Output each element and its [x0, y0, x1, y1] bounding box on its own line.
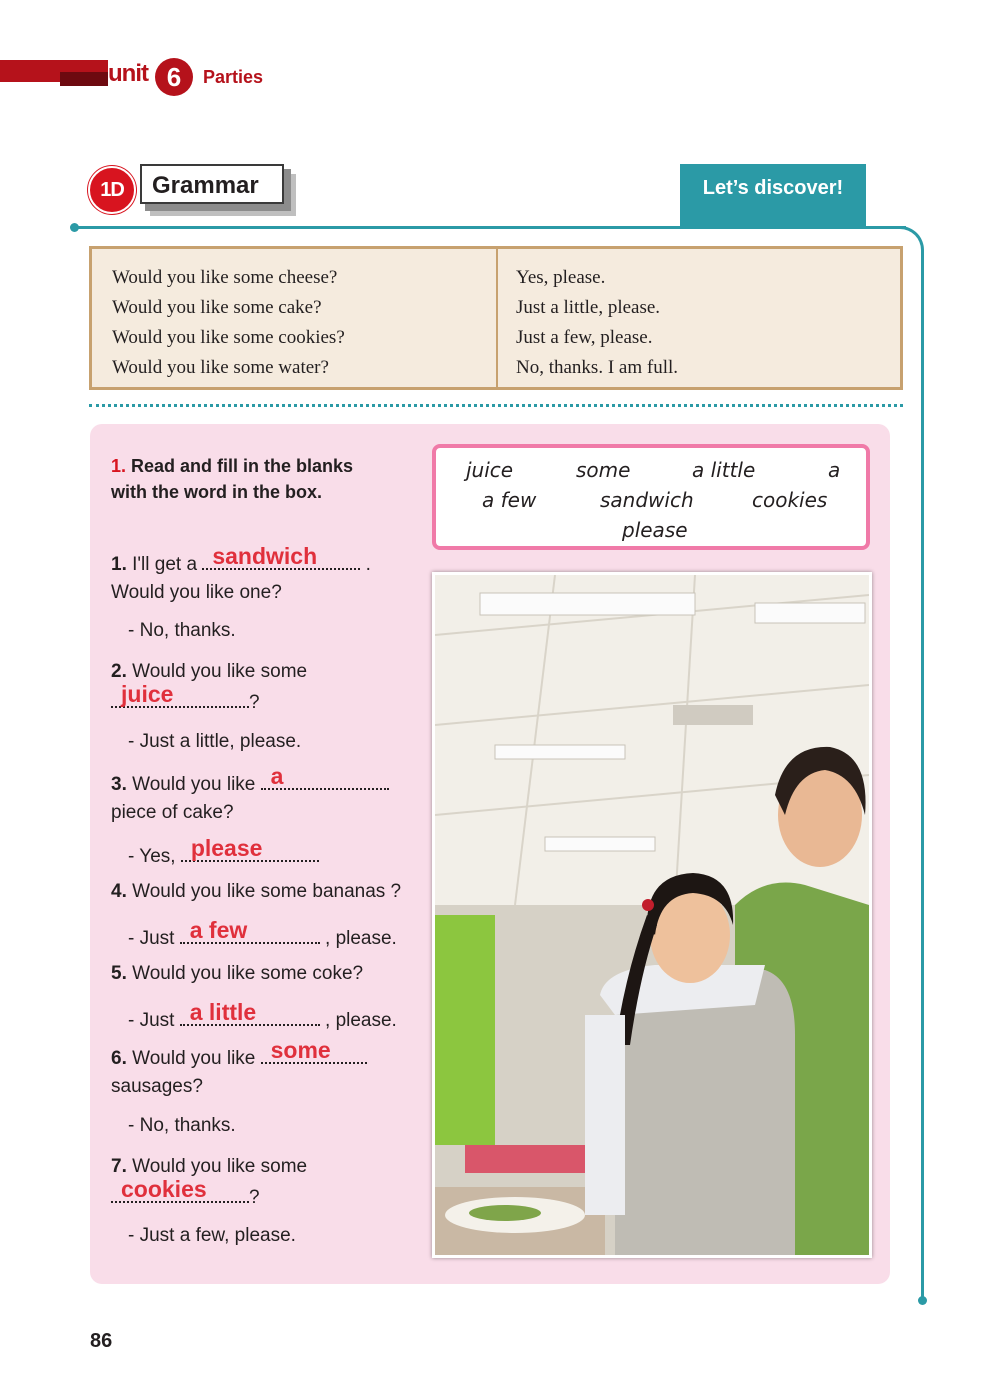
filled-answer: sandwich [212, 543, 318, 569]
item-number: 3. [111, 774, 127, 795]
unit-label: unit [108, 60, 148, 87]
answer-blank[interactable] [180, 917, 320, 944]
item-text: Would you like [132, 1048, 256, 1069]
response-text: - Yes, [128, 846, 176, 867]
grammar-answer: No, thanks. I am full. [516, 357, 679, 378]
item-response [128, 999, 397, 1032]
item-response [128, 917, 397, 950]
word-box-word: sandwich [600, 488, 694, 512]
header-bar-accent [60, 72, 108, 86]
question-column [112, 263, 345, 383]
exercise-item-6 [111, 1037, 367, 1101]
item-response: - No, thanks. [128, 1115, 236, 1136]
answer-blank[interactable] [111, 681, 249, 708]
answer-blank[interactable] [181, 835, 319, 862]
item-number: 5. [111, 963, 127, 984]
filled-answer: some [270, 1037, 331, 1063]
word-box-word: some [576, 458, 631, 482]
photo-illustration [435, 575, 869, 1255]
filled-answer: cookies [121, 1176, 207, 1202]
item-text: I'll get a [132, 554, 198, 575]
instruction-line1: Read and fill in the blanks [131, 456, 354, 476]
word-box-word: a [828, 458, 841, 482]
item-response [128, 835, 319, 868]
item-text: Would you like some [132, 1156, 308, 1177]
cafeteria-photo [432, 572, 872, 1258]
exercise-item-7 [111, 1153, 307, 1212]
item-text: Would you like some bananas ? [132, 881, 402, 902]
exercise-item-2 [111, 658, 307, 717]
filled-answer: a few [189, 917, 248, 943]
item-number: 6. [111, 1048, 127, 1069]
response-text: , please. [325, 928, 397, 949]
item-text: ? [249, 692, 260, 713]
word-box-word: a little [692, 458, 756, 482]
filled-answer: a little [189, 999, 257, 1025]
word-box [432, 444, 870, 550]
unit-number: 6 [155, 58, 193, 96]
answer-blank[interactable] [202, 543, 360, 570]
exercise-item-5 [111, 960, 363, 988]
response-text: - Just [128, 1010, 175, 1031]
grammar-question: Would you like some cookies? [112, 327, 345, 348]
teal-dot [70, 223, 79, 232]
item-text: Would you like [132, 774, 256, 795]
item-text: Would you like one? [111, 582, 282, 603]
grammar-answer: Just a little, please. [516, 297, 661, 318]
item-response: - Just a few, please. [128, 1225, 296, 1246]
item-response: - No, thanks. [128, 620, 236, 641]
answer-blank[interactable] [180, 999, 320, 1026]
item-text: ? [249, 1187, 260, 1208]
answer-column [516, 263, 678, 383]
dotted-divider [89, 404, 903, 407]
unit-title: Parties [203, 67, 264, 87]
item-response: - Just a little, please. [128, 731, 302, 752]
word-box-word: please [622, 518, 688, 542]
page-number: 86 [90, 1330, 113, 1352]
item-number: 2. [111, 661, 127, 682]
item-number: 4. [111, 881, 127, 902]
item-number: 7. [111, 1156, 127, 1177]
exercise-number: 1. [111, 456, 127, 476]
section-title: Grammar [140, 164, 284, 204]
response-text: , please. [325, 1010, 397, 1031]
discover-tab: Let’s discover! [680, 164, 866, 226]
section-badge: 1D [88, 166, 136, 214]
teal-side-rule [921, 250, 924, 1302]
answer-blank[interactable] [111, 1176, 249, 1203]
exercise-item-1 [111, 543, 371, 607]
item-text: sausages? [111, 1076, 203, 1097]
grammar-table [89, 246, 903, 390]
filled-answer: juice [121, 681, 174, 707]
exercise-item-3 [111, 763, 389, 827]
word-box-word: a few [482, 488, 537, 512]
item-text: Would you like some coke? [132, 963, 364, 984]
grammar-answer: Yes, please. [516, 267, 606, 288]
instruction-line2: with the word in the box. [111, 482, 322, 502]
item-number: 1. [111, 554, 127, 575]
filled-answer: please [190, 835, 263, 861]
table-divider [496, 249, 498, 387]
grammar-answer: Just a few, please. [516, 327, 653, 348]
teal-dot [918, 1296, 927, 1305]
exercise-instruction [111, 453, 411, 505]
teal-rule [74, 226, 906, 229]
grammar-question: Would you like some cake? [112, 297, 322, 318]
exercise-item-4 [111, 878, 401, 906]
response-text: - Just [128, 928, 175, 949]
filled-answer: a [270, 763, 284, 789]
item-text: Would you like some [132, 661, 308, 682]
word-box-word: juice [466, 458, 514, 482]
item-text: . [365, 554, 371, 575]
grammar-question: Would you like some cheese? [112, 267, 338, 288]
answer-blank[interactable] [261, 1037, 367, 1064]
item-text: piece of cake? [111, 802, 234, 823]
answer-blank[interactable] [261, 763, 389, 790]
grammar-question: Would you like some water? [112, 357, 329, 378]
word-box-word: cookies [752, 488, 828, 512]
